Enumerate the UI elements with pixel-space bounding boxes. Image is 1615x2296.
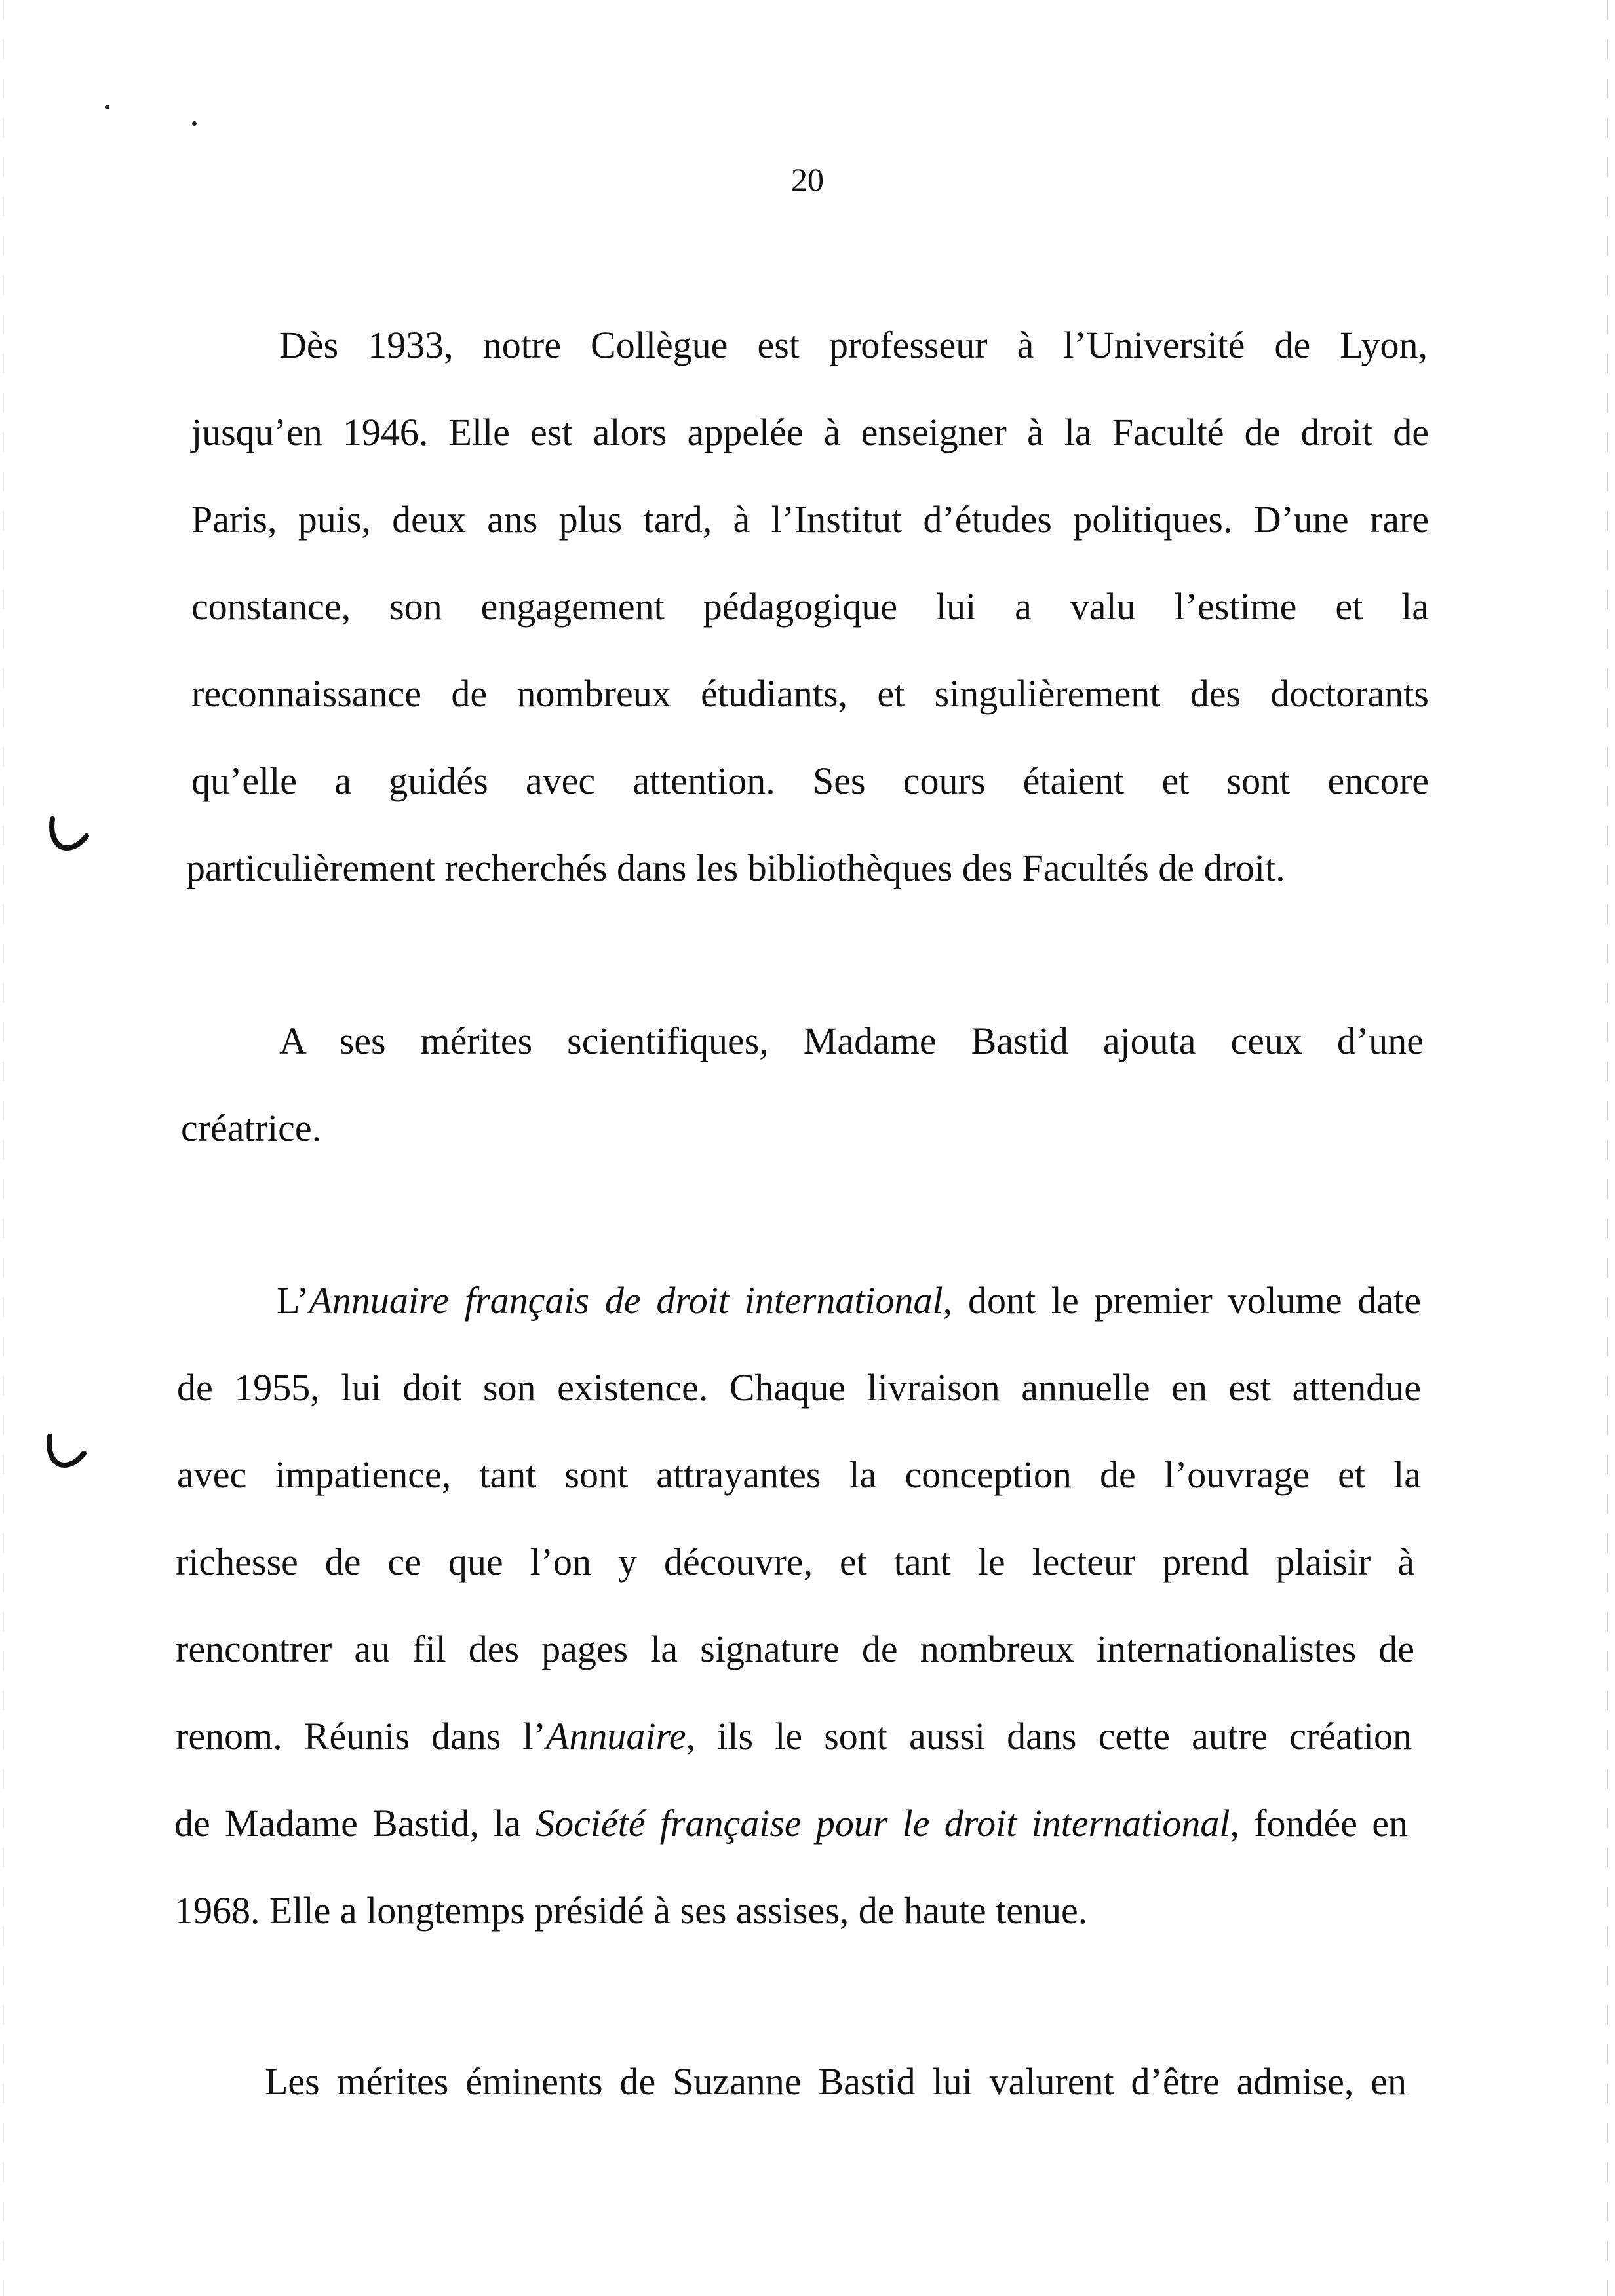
- annuaire-title: Annuaire français de droit international: [309, 1279, 943, 1322]
- paragraph-3-line-8: 1968. Elle a longtemps présidé à ses assises, de haute tenue.: [174, 1889, 1088, 1932]
- paragraph-1-line-5: reconnaissance de nombreux étudiants, et singulièrement des doctorants: [191, 672, 1429, 715]
- paragraph-3-line-4: richesse de ce que l’on y découvre, et tant le lecteur prend plaisir à: [176, 1540, 1414, 1583]
- page-number: 20: [791, 161, 824, 198]
- paragraph-1-line-3: Paris, puis, deux ans plus tard, à l’Institut d’études politiques. D’une rare: [191, 498, 1429, 541]
- paragraph-3-line-1-rest: , dont le premier volume date: [943, 1279, 1421, 1322]
- paragraph-4-line-1: Les mérites éminents de Suzanne Bastid lui valurent d’être admise, en: [265, 2060, 1407, 2103]
- margin-hook-mark: [47, 816, 89, 853]
- scan-speck: [105, 105, 109, 109]
- paragraph-3-line-6: [176, 1713, 1412, 1759]
- paragraph-1-line-2: jusqu’en 1946. Elle est alors appelée à enseigner à la Faculté de droit de: [191, 411, 1429, 453]
- scan-edge-line: [1607, 0, 1608, 2296]
- scan-speck: [192, 121, 197, 126]
- paragraph-1-line-7: particulièrement recherchés dans les bibliothèques des Facultés de droit.: [186, 847, 1285, 889]
- scan-edge-line: [3, 0, 4, 2296]
- paragraph-3-line-2: de 1955, lui doit son existence. Chaque livraison annuelle en est attendue: [177, 1366, 1421, 1409]
- paragraph-2-line-1: A ses mérites scientifiques, Madame Bastid ajouta ceux d’une: [279, 1020, 1424, 1062]
- paragraph-3-line-3: avec impatience, tant sont attrayantes la conception de l’ouvrage et la: [177, 1453, 1421, 1496]
- societe-title: Société française pour le droit international: [535, 1802, 1230, 1845]
- paragraph-3-line-7: [174, 1801, 1408, 1846]
- paragraph-3-line-1: [277, 1278, 1421, 1324]
- annuaire-article: L’: [277, 1279, 309, 1322]
- paragraph-1-line-1: Dès 1933, notre Collègue est professeur à l’Université de Lyon,: [279, 324, 1428, 366]
- paragraph-3-line-7-after: , fondée en: [1230, 1802, 1408, 1845]
- paragraph-3-line-6-after: , ils le sont aussi dans cette autre création: [686, 1715, 1412, 1757]
- paragraph-3-line-5: rencontrer au fil des pages la signature de nombreux internationalistes de: [176, 1628, 1414, 1670]
- paragraph-1-line-6: qu’elle a guidés avec attention. Ses cours étaient et sont encore: [191, 759, 1429, 802]
- annuaire-short-title: Annuaire: [545, 1715, 686, 1757]
- paragraph-1-line-4: constance, son engagement pédagogique lui a valu l’estime et la: [191, 585, 1429, 628]
- paragraph-3-line-6-before: renom. Réunis dans l’: [176, 1715, 546, 1757]
- paragraph-3-line-7-before: de Madame Bastid, la: [174, 1802, 536, 1845]
- paragraph-2-line-2: créatrice.: [181, 1107, 322, 1149]
- margin-hook-mark: [45, 1434, 87, 1470]
